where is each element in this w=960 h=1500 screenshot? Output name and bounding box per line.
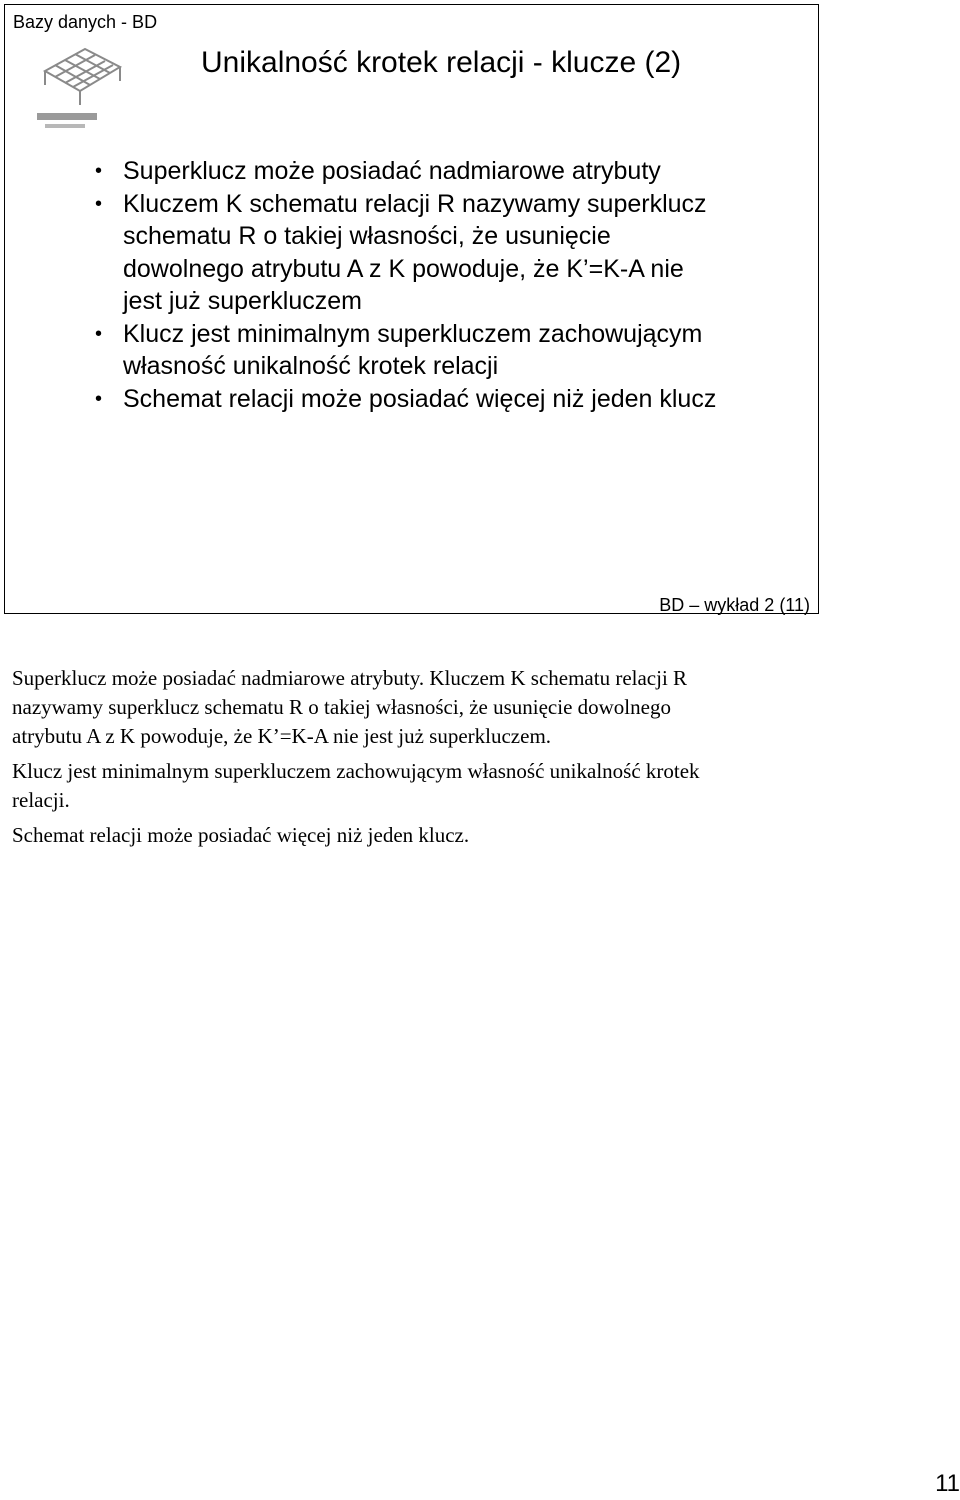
bullet-dot-icon: • (95, 387, 103, 410)
bullet-item (95, 155, 803, 188)
bullet-line: Superklucz może posiadać nadmiarowe atrybuty (123, 157, 661, 185)
slide-header-label: Bazy danych - BD (13, 12, 158, 32)
slide-footer-label: BD – wykład 2 (11) (659, 595, 810, 615)
slide-bullet-list (95, 155, 803, 415)
bullet-line: schematu R o takiej własności, że usunięcie (123, 222, 611, 250)
bullet-line: jest już superkluczem (123, 287, 362, 315)
slide-frame (4, 4, 819, 614)
bullet-dot-icon: • (95, 192, 103, 215)
notes-line: relacji. (12, 788, 70, 812)
notes-paragraph (12, 821, 822, 850)
notes-line: Klucz jest minimalnym superkluczem zachowującym własność unikalność krotek (12, 759, 700, 783)
bullet-item (95, 188, 803, 318)
speaker-notes (12, 664, 822, 856)
bullet-line: Kluczem K schematu relacji R nazywamy superklucz (123, 189, 707, 218)
slide-title: Unikalność krotek relacji - klucze (2) (201, 46, 682, 79)
bullet-item (95, 383, 803, 416)
bullet-item (95, 318, 803, 383)
university-logo (35, 41, 125, 137)
bullet-line: dowolnego atrybutu A z K powoduje, że K’=K-A nie (123, 254, 684, 283)
page-number: 11 (935, 1470, 960, 1497)
bullet-line: Klucz jest minimalnym superkluczem zachowującym (123, 319, 703, 348)
bullet-dot-icon: • (95, 322, 103, 345)
notes-line: Schemat relacji może posiadać więcej niż jeden klucz. (12, 823, 470, 847)
notes-line: Superklucz może posiadać nadmiarowe atrybuty. Kluczem K schematu relacji R (12, 666, 688, 690)
notes-line: nazywamy superklucz schematu R o takiej własności, że usunięcie dowolnego (12, 695, 671, 719)
notes-paragraph (12, 757, 822, 815)
grid-logo-icon (35, 41, 125, 137)
bullet-line: własność unikalność krotek relacji (123, 352, 499, 380)
bullet-line: Schemat relacji może posiadać więcej niż jeden klucz (123, 384, 717, 413)
notes-line: atrybutu A z K powoduje, że K’=K-A nie jest już superkluczem. (12, 724, 552, 748)
bullet-dot-icon: • (95, 160, 103, 182)
notes-paragraph (12, 664, 822, 751)
